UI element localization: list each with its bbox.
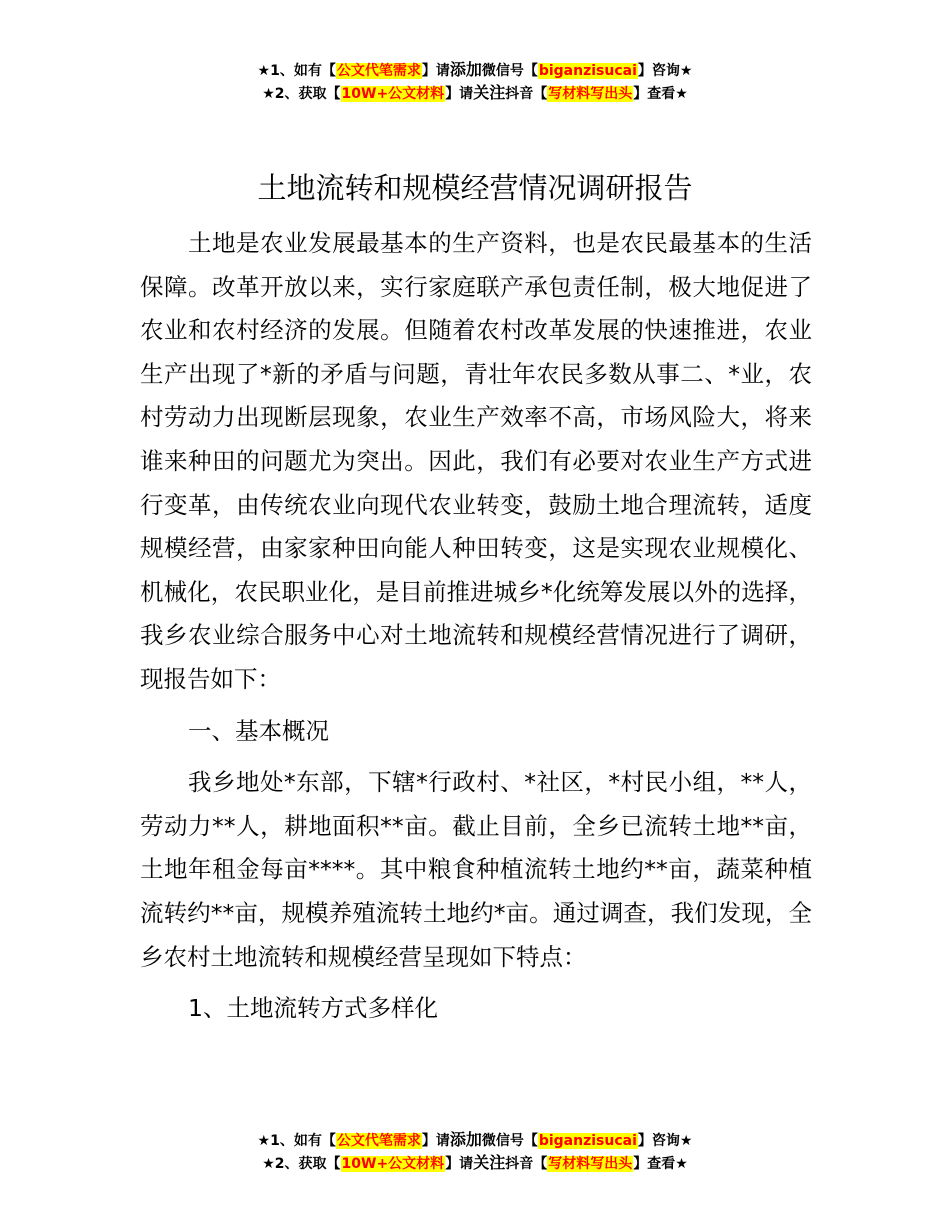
- header-promo-banner: [0, 59, 950, 105]
- promo-text: 微信号【: [481, 1133, 538, 1149]
- section-heading-basic-overview: 一、基本概况: [188, 716, 329, 745]
- promo-highlight: 公文代笔需求: [336, 1133, 421, 1149]
- promo-highlight: 10W+公文材料: [341, 86, 445, 102]
- promo-highlight: 公文代笔需求: [336, 63, 421, 79]
- promo-text: ★2、获取【: [262, 1156, 341, 1172]
- promo-text: 】请: [421, 1133, 450, 1149]
- promo-text: 】咨询★: [637, 1133, 693, 1149]
- promo-text: 抖音【: [505, 86, 548, 102]
- promo-text: 抖音【: [505, 1156, 548, 1172]
- promo-line-2: [0, 1152, 950, 1175]
- promo-text: ★1、如有【: [257, 63, 336, 79]
- promo-highlight-wechat-id: biganzisucai: [538, 1133, 637, 1149]
- promo-emphasis: 关注: [473, 83, 506, 102]
- promo-highlight-wechat-id: biganzisucai: [538, 63, 637, 79]
- promo-emphasis: 关注: [473, 1153, 506, 1172]
- footer-promo-banner: [0, 1129, 950, 1175]
- promo-line-1: [0, 59, 950, 82]
- promo-highlight-douyin-id: 写材料写出头: [548, 86, 633, 102]
- promo-text: 】查看★: [633, 1156, 688, 1172]
- promo-text: 微信号【: [481, 63, 538, 79]
- promo-line-2: [0, 82, 950, 105]
- promo-emphasis: 添加: [449, 1130, 482, 1149]
- promo-emphasis: 添加: [449, 60, 482, 79]
- promo-text: 】请: [445, 86, 474, 102]
- promo-text: 】咨询★: [637, 63, 693, 79]
- promo-highlight: 10W+公文材料: [341, 1156, 445, 1172]
- promo-text: 】查看★: [633, 86, 688, 102]
- promo-text: 】请: [445, 1156, 474, 1172]
- promo-text: ★2、获取【: [262, 86, 341, 102]
- document-title: 土地流转和规模经营情况调研报告: [257, 171, 693, 205]
- promo-line-1: [0, 1129, 950, 1152]
- promo-highlight-douyin-id: 写材料写出头: [548, 1156, 633, 1172]
- subsection-heading-transfer-methods: 1、土地流转方式多样化: [188, 994, 438, 1023]
- promo-text: ★1、如有【: [257, 1133, 336, 1149]
- document-body: [140, 222, 812, 1039]
- body-paragraph-intro: 土地是农业发展最基本的生产资料，也是农民最基本的生活保障。改革开放以来，实行家庭联产承包责任制，极大地促进了农业和农村经济的发展。但随着农村改革发展的快速推进，农业生产出现了*新的矛盾与问题，青壮年农民多数从事二、*业，农村劳动力出现断层现象，农业生产效率不高，市场风险大，将来谁来种田的问题尤为突出。因此，我们有必要对农业生产方式进行变革，由传统农业向现代农业转变，鼓励土地合理流转，适度规模经营，由家家种田向能人种田转变，这是实现农业规模化、机械化，农民职业化，是目前推进城乡*化统筹发展以外的选择，我乡农业综合服务中心对土地流转和规模经营情况进行了调研，现报告如下：: [140, 229, 812, 693]
- body-paragraph-overview: 我乡地处*东部，下辖*行政村、*社区，*村民小组，**人，劳动力**人，耕地面积**亩。截止目前，全乡已流转土地**亩，土地年租金每亩****。其中粮食种植流转土地约**亩，蔬菜种植流转约**亩，规模养殖流转土地约*亩。通过调查，我们发现，全乡农村土地流转和规模经营呈现如下特点：: [140, 768, 812, 971]
- promo-text: 】请: [421, 63, 450, 79]
